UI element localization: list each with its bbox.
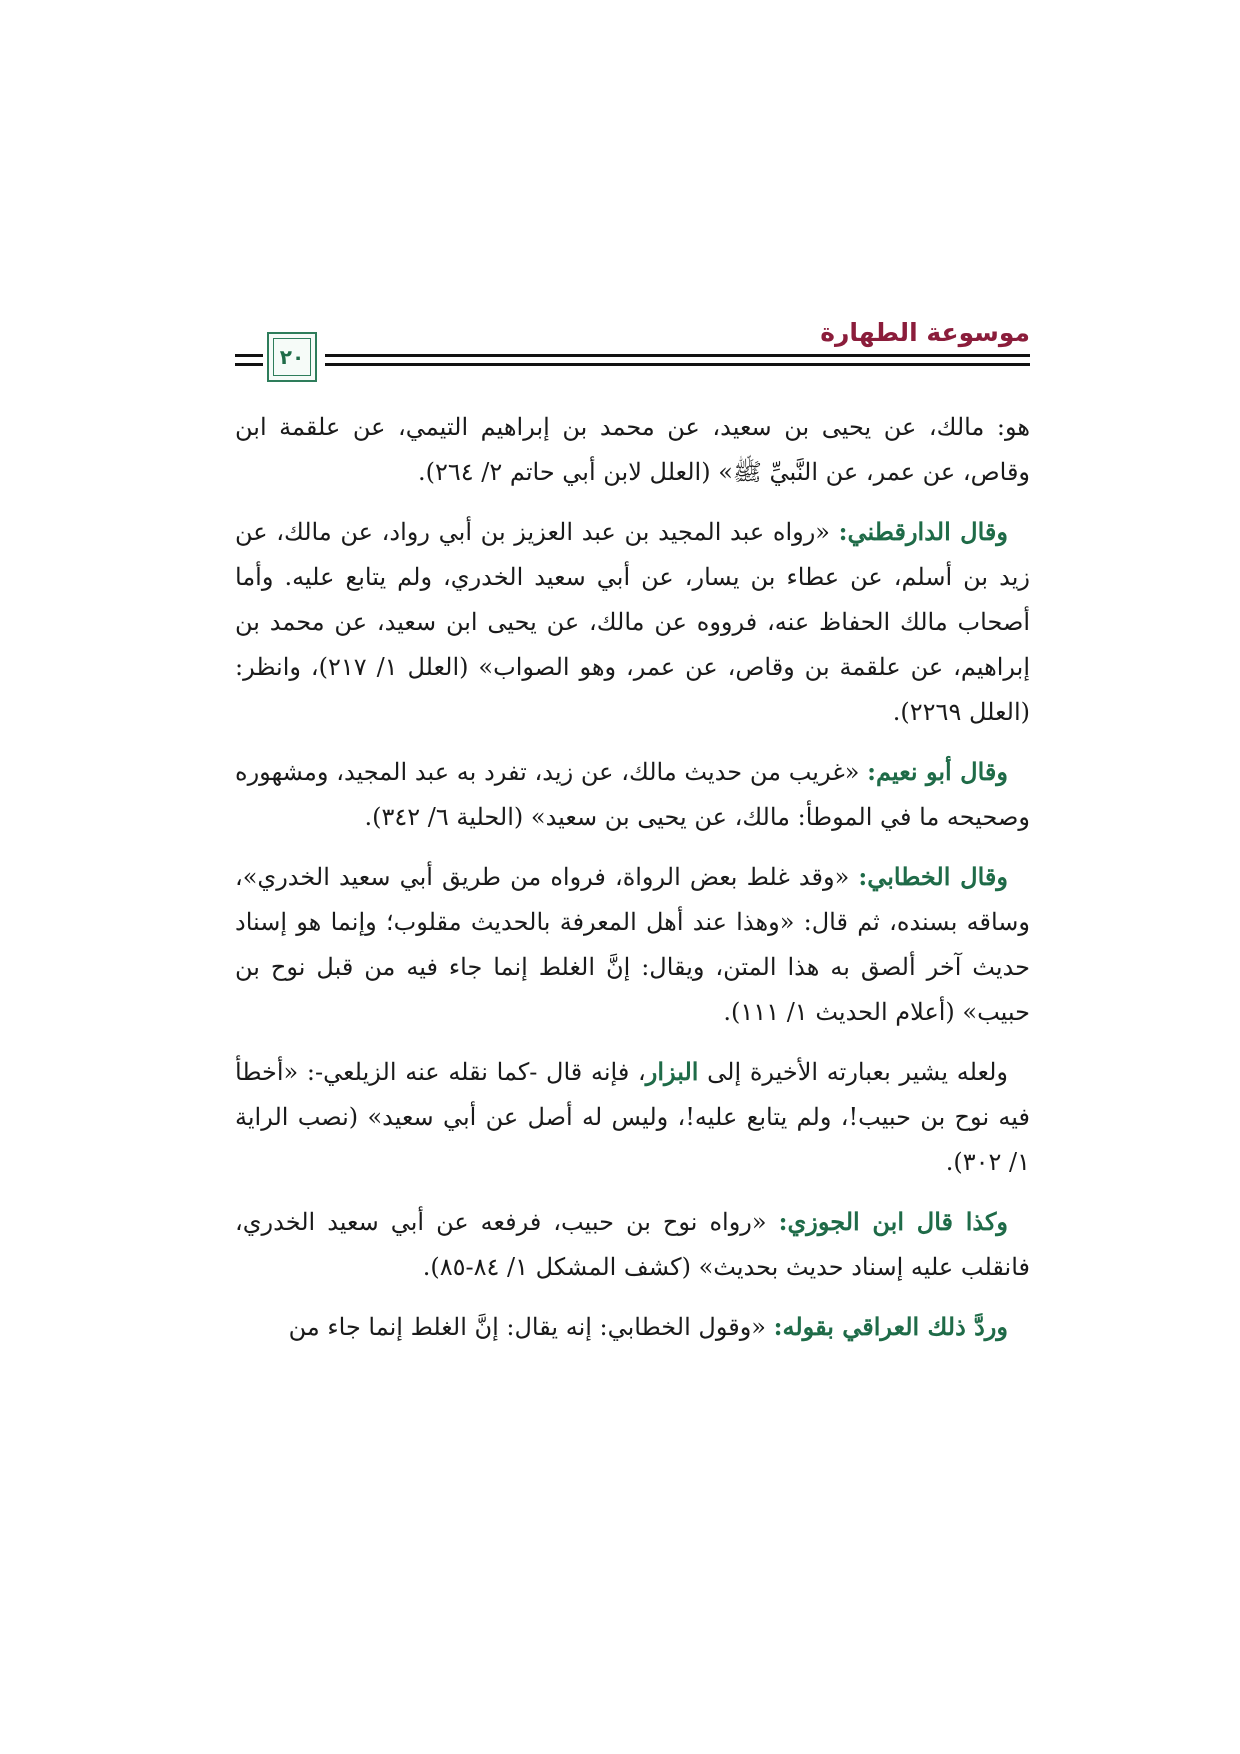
header-rule-left-top [235,354,263,357]
page-header [235,318,1030,388]
header-rule-bottom [325,363,1030,366]
paragraph-text: «رواه نوح بن حبيب، فرفعه عن أبي سعيد الخدري، فانقلب عليه إسناد حديث بحديث» (كشف المشكل ١/ ٨٤-٨٥). [235,1208,1030,1281]
paragraph-7 [235,1304,1030,1350]
paragraph-text: «رواه عبد المجيد بن عبد العزيز بن أبي رواد، عن مالك، عن زيد بن أسلم، عن عطاء بن يسار، عن أبي سعيد الخدري، ولم يتابع عليه. وأما أصحاب مالك الحفاظ عنه، فرووه عن مالك، عن يحيى ابن سعيد، عن محمد بن إبراهيم، عن علقمة بن وقاص، عن عمر، وهو الصواب» (العلل ١/ ٢١٧)، وانظر: (العلل ٢٢٦٩). [235,518,1030,726]
speaker-label: وقال أبو نعيم: [867,757,1008,786]
paragraph-5 [235,1049,1030,1185]
paragraph-text: هو: مالك، عن يحيى بن سعيد، عن محمد بن إبراهيم التيمي، عن علقمة ابن وقاص، عن عمر، عن النَّبيِّ ﷺ» (العلل لابن أبي حاتم ٢/ ٢٦٤). [235,413,1030,486]
paragraph-6 [235,1199,1030,1290]
speaker-label: وقال الخطابي: [858,862,1008,891]
page-number: ٢٠ [279,345,305,369]
page-number-frame [267,332,317,382]
header-rule-left-bottom [235,363,263,366]
speaker-label: وكذا قال ابن الجوزي: [778,1207,1008,1236]
highlighted-name: البزار [645,1057,699,1086]
paragraph-2 [235,509,1030,735]
speaker-label: وردَّ ذلك العراقي بقوله: [773,1312,1008,1341]
paragraph-text: «وقد غلط بعض الرواة، فرواه من طريق أبي سعيد الخدري»، وساقه بسنده، ثم قال: «وهذا عند أهل المعرفة بالحديث مقلوب؛ وإنما هو إسناد حديث آخر ألصق به هذا المتن، ويقال: إنَّ الغلط إنما جاء فيه من قبل نوح بن حبيب» (أعلام الحديث ١/ ١١١). [235,863,1030,1026]
paragraph-text: «غريب من حديث مالك، عن زيد، تفرد به عبد المجيد، ومشهوره وصحيحه ما في الموطأ: مالك، عن يحيى بن سعيد» (الحلية ٦/ ٣٤٢). [235,758,1030,831]
speaker-label: وقال الدارقطني: [838,517,1008,546]
paragraph-1 [235,405,1030,495]
paragraph-3 [235,749,1030,840]
paragraph-text: ولعله يشير بعبارته الأخيرة إلى [698,1058,1008,1086]
page-body [235,405,1030,1364]
paragraph-text: ، فإنه قال -كما نقله عنه الزيلعي-: «أخطأ فيه نوح بن حبيب!، ولم يتابع عليه!، وليس له أصل عن أبي سعيد» (نصب الراية ١/ ٣٠٢). [235,1058,1030,1176]
header-rule-top [325,354,1030,357]
paragraph-4 [235,854,1030,1035]
book-title: موسوعة الطهارة [820,318,1030,347]
paragraph-text: «وقول الخطابي: إنه يقال: إنَّ الغلط إنما جاء من [288,1313,774,1341]
